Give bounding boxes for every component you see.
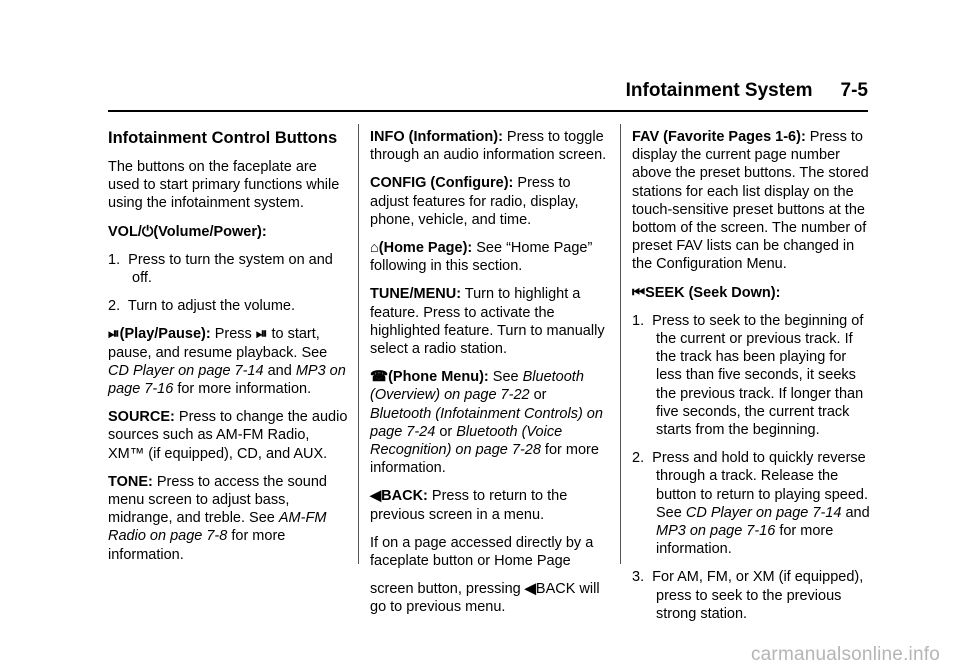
column-divider — [358, 124, 359, 564]
seek-step-1: 1. Press to seek to the beginning of the current or previous track. If the track has been playing for less than five seconds, it seeks the previous track. If longer than five seconds, the current track starts from the beginning. — [632, 312, 864, 439]
play-pause-paragraph: ⏯(Play/Pause): Press ⏯ to start, pause, and resume playback. See CD Player on page 7-14 and MP3 on page 7-16 for more information. — [108, 326, 346, 398]
cross-reference[interactable]: MP3 on page 7-16 — [108, 362, 346, 398]
column-3 — [632, 128, 872, 633]
vol-heading: VOL/⏻(Volume/Power): — [108, 223, 267, 240]
back-icon: ◀ — [370, 488, 382, 505]
seek-heading: ⏮SEEK (Seek Down): — [632, 284, 781, 301]
home-paragraph: ⌂(Home Page): See “Home Page” following in this section. — [370, 240, 593, 275]
intro-paragraph: The buttons on the faceplate are used to start primary functions while using the infotainment system. — [108, 159, 340, 212]
section-title: Infotainment System — [625, 80, 813, 101]
source-paragraph: SOURCE: Press to change the audio sources such as AM-FM Radio, XM™ (if equipped), CD, and AUX. — [108, 409, 348, 462]
tune-paragraph: TUNE/MENU: Turn to highlight a feature. Press to activate the highlighted feature. Turn to manually select a radio station. — [370, 286, 605, 358]
screen-button-paragraph: screen button, pressing ◀BACK will go to previous menu. — [370, 581, 600, 616]
phone-icon: ☎ — [370, 369, 389, 386]
info-paragraph: INFO (Information): Press to toggle through an audio information screen. — [370, 129, 607, 164]
column-divider — [620, 124, 621, 564]
seek-down-icon: ⏮ — [632, 284, 646, 301]
column-1 — [108, 128, 348, 574]
page-number: 7-5 — [840, 80, 868, 101]
play-pause-icon: ⏯ — [255, 326, 268, 343]
config-paragraph: CONFIG (Configure): Press to adjust features for radio, display, phone, vehicle, and time. — [370, 175, 579, 228]
direct-access-paragraph: If on a page accessed directly by a faceplate button or Home Page — [370, 534, 594, 570]
cross-reference[interactable]: AM-FM Radio on page 7-8 — [108, 510, 327, 545]
tone-paragraph: TONE: Press to access the sound menu screen to adjust bass, midrange, and treble. See AM-FM Radio on page 7-8 for more information. — [108, 473, 327, 563]
cross-reference[interactable]: CD Player on page 7-14 — [685, 504, 842, 521]
section-heading: Infotainment Control Buttons — [108, 129, 338, 147]
header-rule — [108, 110, 868, 112]
page-header — [626, 80, 868, 102]
play-pause-icon: ⏯ — [108, 326, 120, 343]
vol-step-2: 2. Turn to adjust the volume. — [108, 298, 295, 315]
cross-reference[interactable]: CD Player on page 7-14 — [108, 362, 264, 379]
back-icon: ◀ — [524, 581, 536, 598]
column-2 — [370, 128, 610, 627]
back-paragraph: ◀BACK: Press to return to the previous screen in a menu. — [370, 488, 568, 523]
fav-paragraph: FAV (Favorite Pages 1-6): Press to display the current page number above the preset buttons. The stored stations for each list display on the touch-sensitive preset buttons at the bottom of the screen. The number of preset FAV lists can be changed in the Configuration Menu. — [632, 129, 869, 273]
watermark: carmanualsonline.info — [750, 644, 940, 665]
cross-reference[interactable]: MP3 on page 7-16 — [656, 523, 776, 540]
home-icon: ⌂ — [370, 240, 379, 257]
phone-paragraph: ☎(Phone Menu): See Bluetooth (Overview) on page 7-22 or Bluetooth (Infotainment Controls) on page 7-24 or Bluetooth (Voice Recognition) on page 7-28 for more information. — [370, 369, 603, 477]
cross-reference[interactable]: Bluetooth (Infotainment Controls) on page 7-24 — [370, 405, 603, 440]
cross-reference[interactable]: Bluetooth (Overview) on page 7-22 — [370, 369, 584, 404]
power-icon: ⏻ — [141, 223, 154, 240]
seek-step-2: 2. Press and hold to quickly reverse through a track. Release the button to return to playing speed. See CD Player on page 7-14 and MP3 on page 7-16 for more information. — [632, 450, 870, 558]
cross-reference[interactable]: Bluetooth (Voice Recognition) on page 7-28 — [370, 423, 563, 459]
vol-step-1: 1. Press to turn the system on and off. — [108, 251, 333, 287]
seek-step-3: 3. For AM, FM, or XM (if equipped), press to seek to the previous strong station. — [632, 569, 864, 622]
